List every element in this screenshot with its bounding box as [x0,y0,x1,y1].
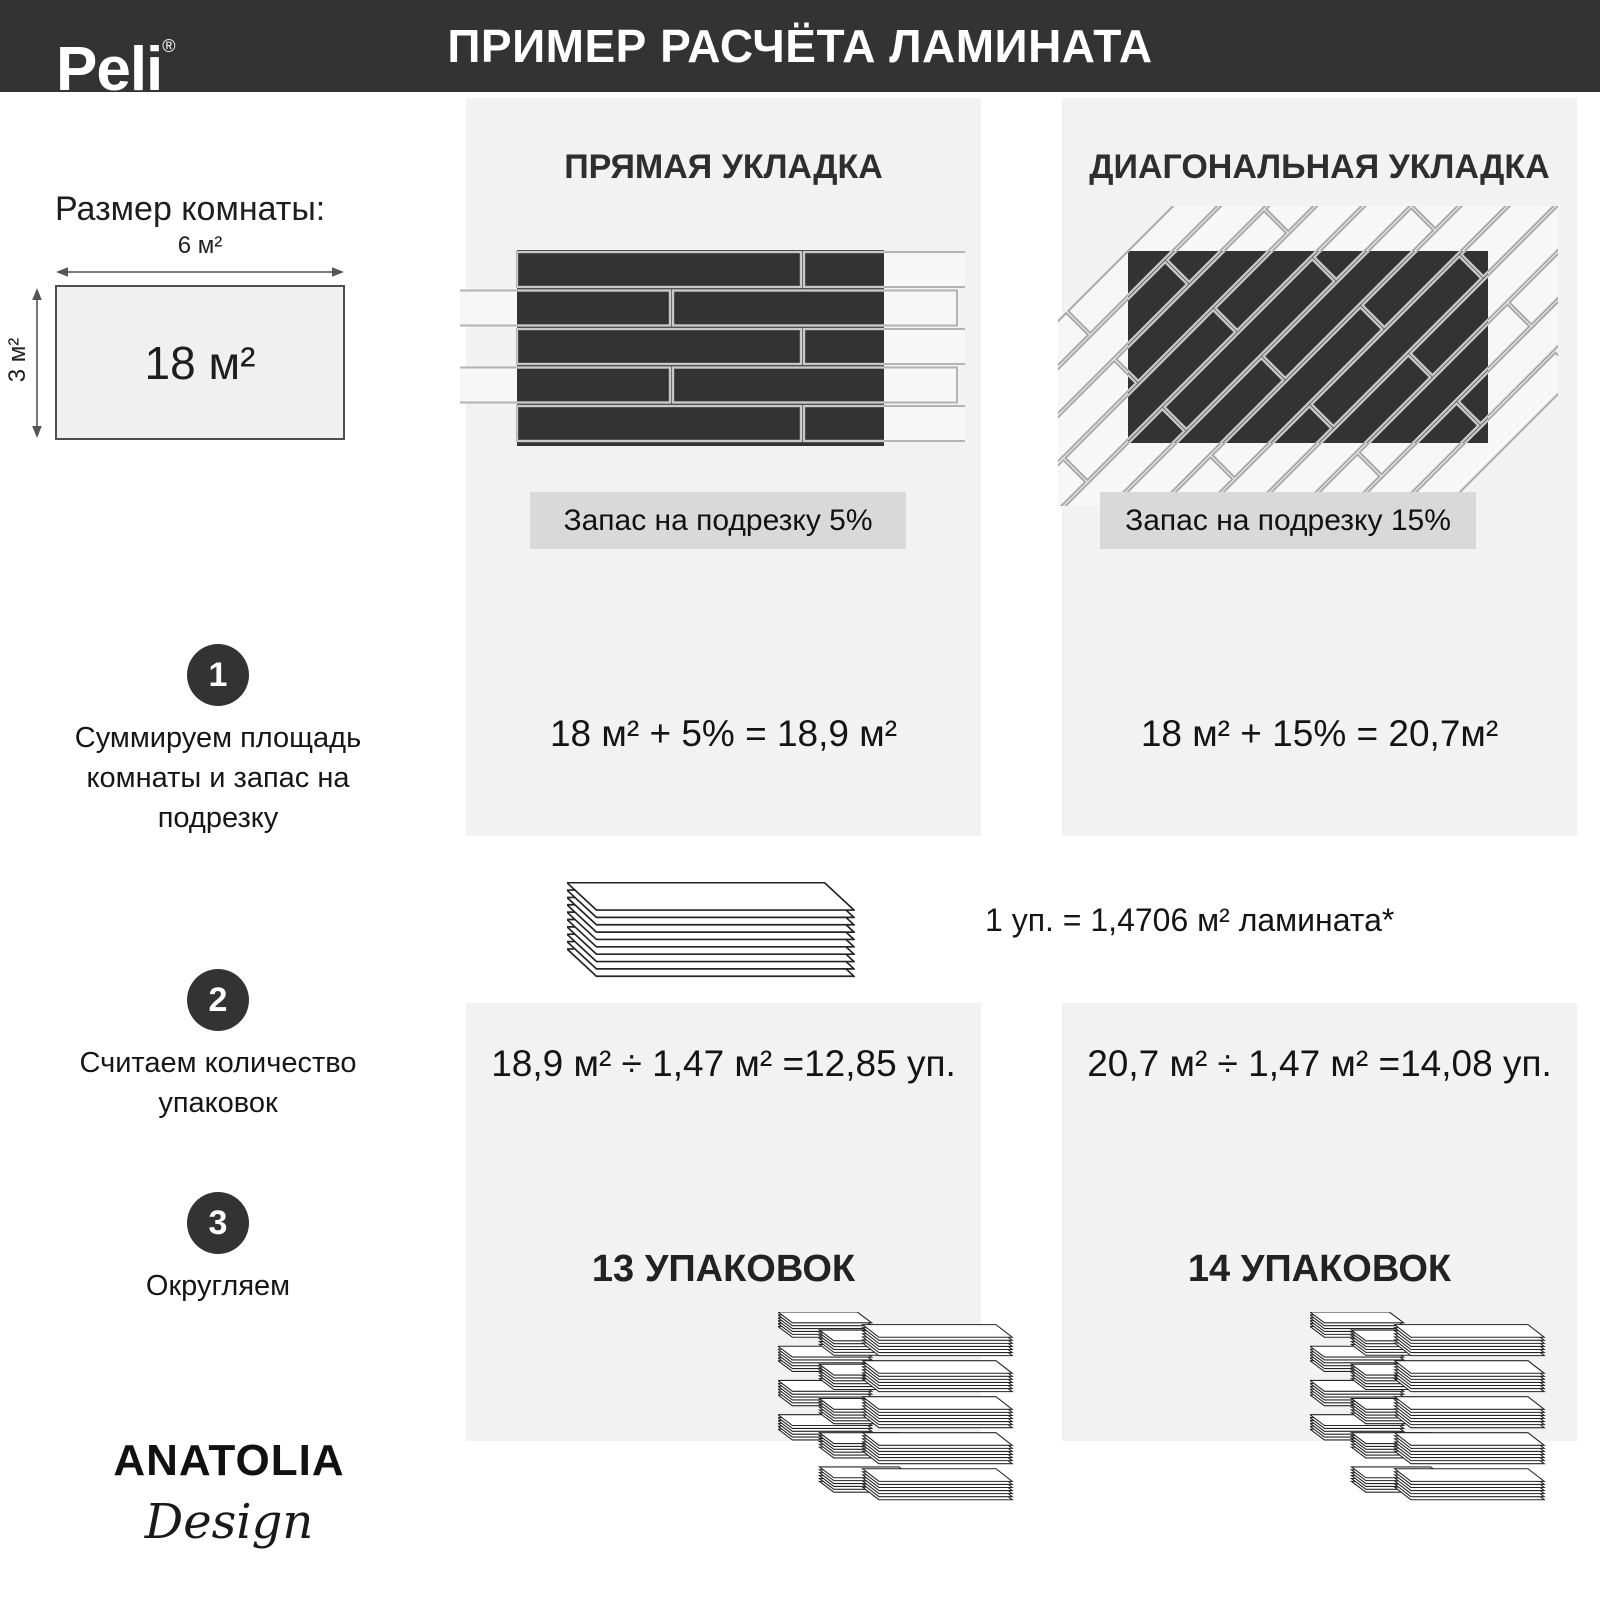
reserve-label-diagonal: Запас на подрезку 15% [1100,492,1476,549]
packs-formula-diagonal: 20,7 м² ÷ 1,47 м² =14,08 уп. [1087,1043,1552,1084]
step-2-label: Считаем количество упаковок [79,1047,357,1119]
room-height-value: 3 м² [4,337,31,383]
step-3-label: Округляем [145,1270,291,1302]
pack-coverage-note: 1 уп. = 1,4706 м² ламината* [985,902,1395,938]
straight-column-title: ПРЯМАЯ УКЛАДКА [564,148,883,186]
packages-stack-icon-diagonal [1310,1312,1546,1503]
room-width-value: 6 м² [177,232,223,259]
sum-formula-diagonal: 18 м² + 15% = 20,7м² [1140,713,1499,754]
width-dimension-arrow [55,265,345,279]
page-title: ПРИМЕР РАСЧЁТА ЛАМИНАТА [447,20,1153,72]
step-1-badge: 1 [187,644,249,706]
sum-formula-straight: 18 м² + 5% = 18,9 м² [549,713,898,754]
registered-mark: ® [162,36,175,56]
height-dimension-arrow [30,287,44,439]
packages-stack-icon-straight [778,1312,1014,1503]
step-2-badge: 2 [187,969,249,1031]
anatolia-logo [79,1436,379,1550]
room-area-value: 18 м² [144,336,256,389]
peli-logo-text: Peli [56,35,163,104]
anatolia-logo-sub: Design [144,1494,314,1550]
laminate-pack-icon [567,882,855,978]
step-3-badge: 3 [187,1192,249,1254]
step-1-label: Суммируем площадь комнаты и запас на подрезку [74,722,362,834]
room-size-label: Размер комнаты: [55,190,326,228]
room-rectangle [55,285,345,440]
result-diagonal: 14 УПАКОВОК [1187,1248,1452,1290]
result-straight: 13 УПАКОВОК [591,1248,856,1290]
diagonal-column-title: ДИАГОНАЛЬНАЯ УКЛАДКА [1089,148,1550,186]
packs-formula-straight: 18,9 м² ÷ 1,47 м² =12,85 уп. [491,1043,956,1084]
reserve-label-straight: Запас на подрезку 5% [530,492,906,549]
anatolia-logo-name: ANATOLIA [113,1436,345,1485]
straight-laying-diagram [460,250,965,446]
diagonal-laying-diagram [1058,206,1558,506]
header-bar [0,0,1600,104]
